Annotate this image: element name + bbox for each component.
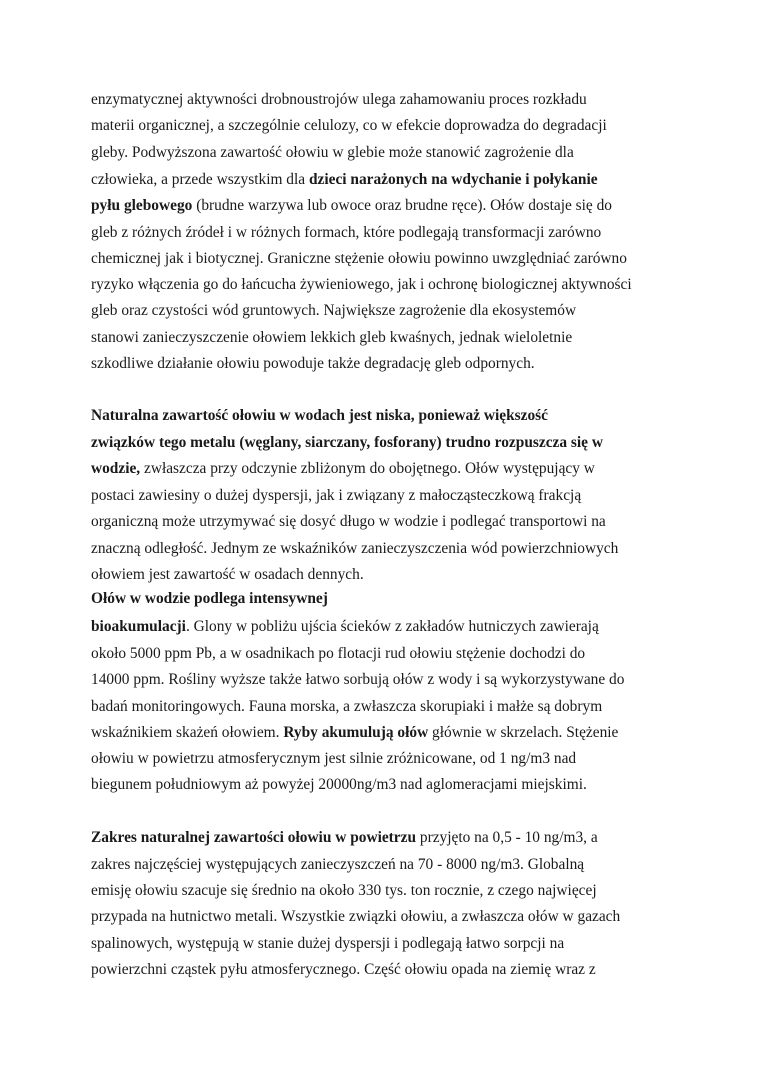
text-line: związków tego metalu (węglany, siarczany, fosforany) trudno rozpuszcza się w [91, 434, 603, 451]
text-line: około 5000 ppm Pb, a w osadnikach po flotacji rud ołowiu stężenie dochodzi do [91, 645, 586, 662]
text-line: gleby. Podwyższona zawartość ołowiu w glebie może stanowić zagrożenie dla [91, 144, 574, 161]
text-line: postaci zawiesiny o dużej dyspersji, jak i związany z małocząsteczkową frakcją [91, 487, 582, 504]
text-line: gleb z różnych źródeł i w różnych formach, które podlegają transformacji zarówno [91, 224, 602, 241]
text-line: Naturalna zawartość ołowiu w wodach jest niska, ponieważ większość [91, 407, 549, 424]
text-line: ołowiu w powietrzu atmosferycznym jest silnie zróżnicowane, od 1 ng/m3 nad [91, 750, 577, 767]
text-line: badań monitoringowych. Fauna morska, a zwłaszcza skorupiaki i małże są dobrym [91, 698, 603, 715]
text-line: organiczną może utrzymywać się dosyć długo w wodzie i podlegać transportowi na [91, 513, 606, 530]
text-line: materii organicznej, a szczególnie celulozy, co w efekcie doprowadza do degradacji [91, 117, 607, 134]
text-line: człowieka, a przede wszystkim dla dzieci narażonych na wdychanie i połykanie [91, 171, 598, 188]
text-line: wskaźnikiem skażeń ołowiem. Ryby akumulują ołów głównie w skrzelach. Stężenie [91, 724, 619, 741]
text-line: ryzyko włączenia go do łańcucha żywieniowego, jak i ochronę biologicznej aktywności [91, 276, 632, 293]
text-line: Zakres naturalnej zawartości ołowiu w powietrzu przyjęto na 0,5 - 10 ng/m3, a [91, 829, 598, 846]
text-line: pyłu glebowego (brudne warzywa lub owoce oraz brudne ręce). Ołów dostaje się do [91, 197, 613, 214]
text-line: enzymatycznej aktywności drobnoustrojów ulega zahamowaniu proces rozkładu [91, 91, 587, 108]
text-line: gleb oraz czystości wód gruntowych. Największe zagrożenie dla ekosystemów [91, 302, 577, 319]
text-line: chemicznej jak i biotycznej. Graniczne stężenie ołowiu powinno uwzględniać zarówno [91, 250, 627, 267]
text-line: wodzie, zwłaszcza przy odczynie zbliżonym do obojętnego. Ołów występujący w [91, 460, 595, 477]
text-line: znaczną odległość. Jednym ze wskaźników zanieczyszczenia wód powierzchniowych [91, 540, 619, 557]
text-line: stanowi zanieczyszczenie ołowiem lekkich gleb kwaśnych, jednak wieloletnie [91, 329, 573, 346]
text-line: powierzchni cząstek pyłu atmosferycznego. Część ołowiu opada na ziemię wraz z [91, 961, 596, 978]
text-line: Ołów w wodzie podlega intensywnej [91, 590, 328, 607]
text-line: szkodliwe działanie ołowiu powoduje także degradację gleb odpornych. [91, 355, 535, 372]
text-line: emisję ołowiu szacuje się średnio na około 330 tys. ton rocznie, z czego najwięcej [91, 882, 597, 899]
text-line: biegunem południowym aż powyżej 20000ng/m3 nad aglomeracjami miejskimi. [91, 776, 587, 793]
text-line: przypada na hutnictwo metali. Wszystkie związki ołowiu, a zwłaszcza ołów w gazach [91, 908, 621, 925]
text-line: spalinowych, występują w stanie dużej dyspersji i podlegają łatwo sorpcji na [91, 935, 565, 952]
text-line: ołowiem jest zawartość w osadach dennych. [91, 566, 364, 583]
text-line: 14000 ppm. Rośliny wyższe także łatwo sorbują ołów z wody i są wykorzystywane do [91, 671, 625, 688]
text-line: zakres najczęściej występujących zanieczyszczeń na 70 - 8000 ng/m3. Globalną [91, 856, 585, 873]
text-line: bioakumulacji. Glony w pobliżu ujścia ścieków z zakładów hutniczych zawierają [91, 618, 599, 635]
